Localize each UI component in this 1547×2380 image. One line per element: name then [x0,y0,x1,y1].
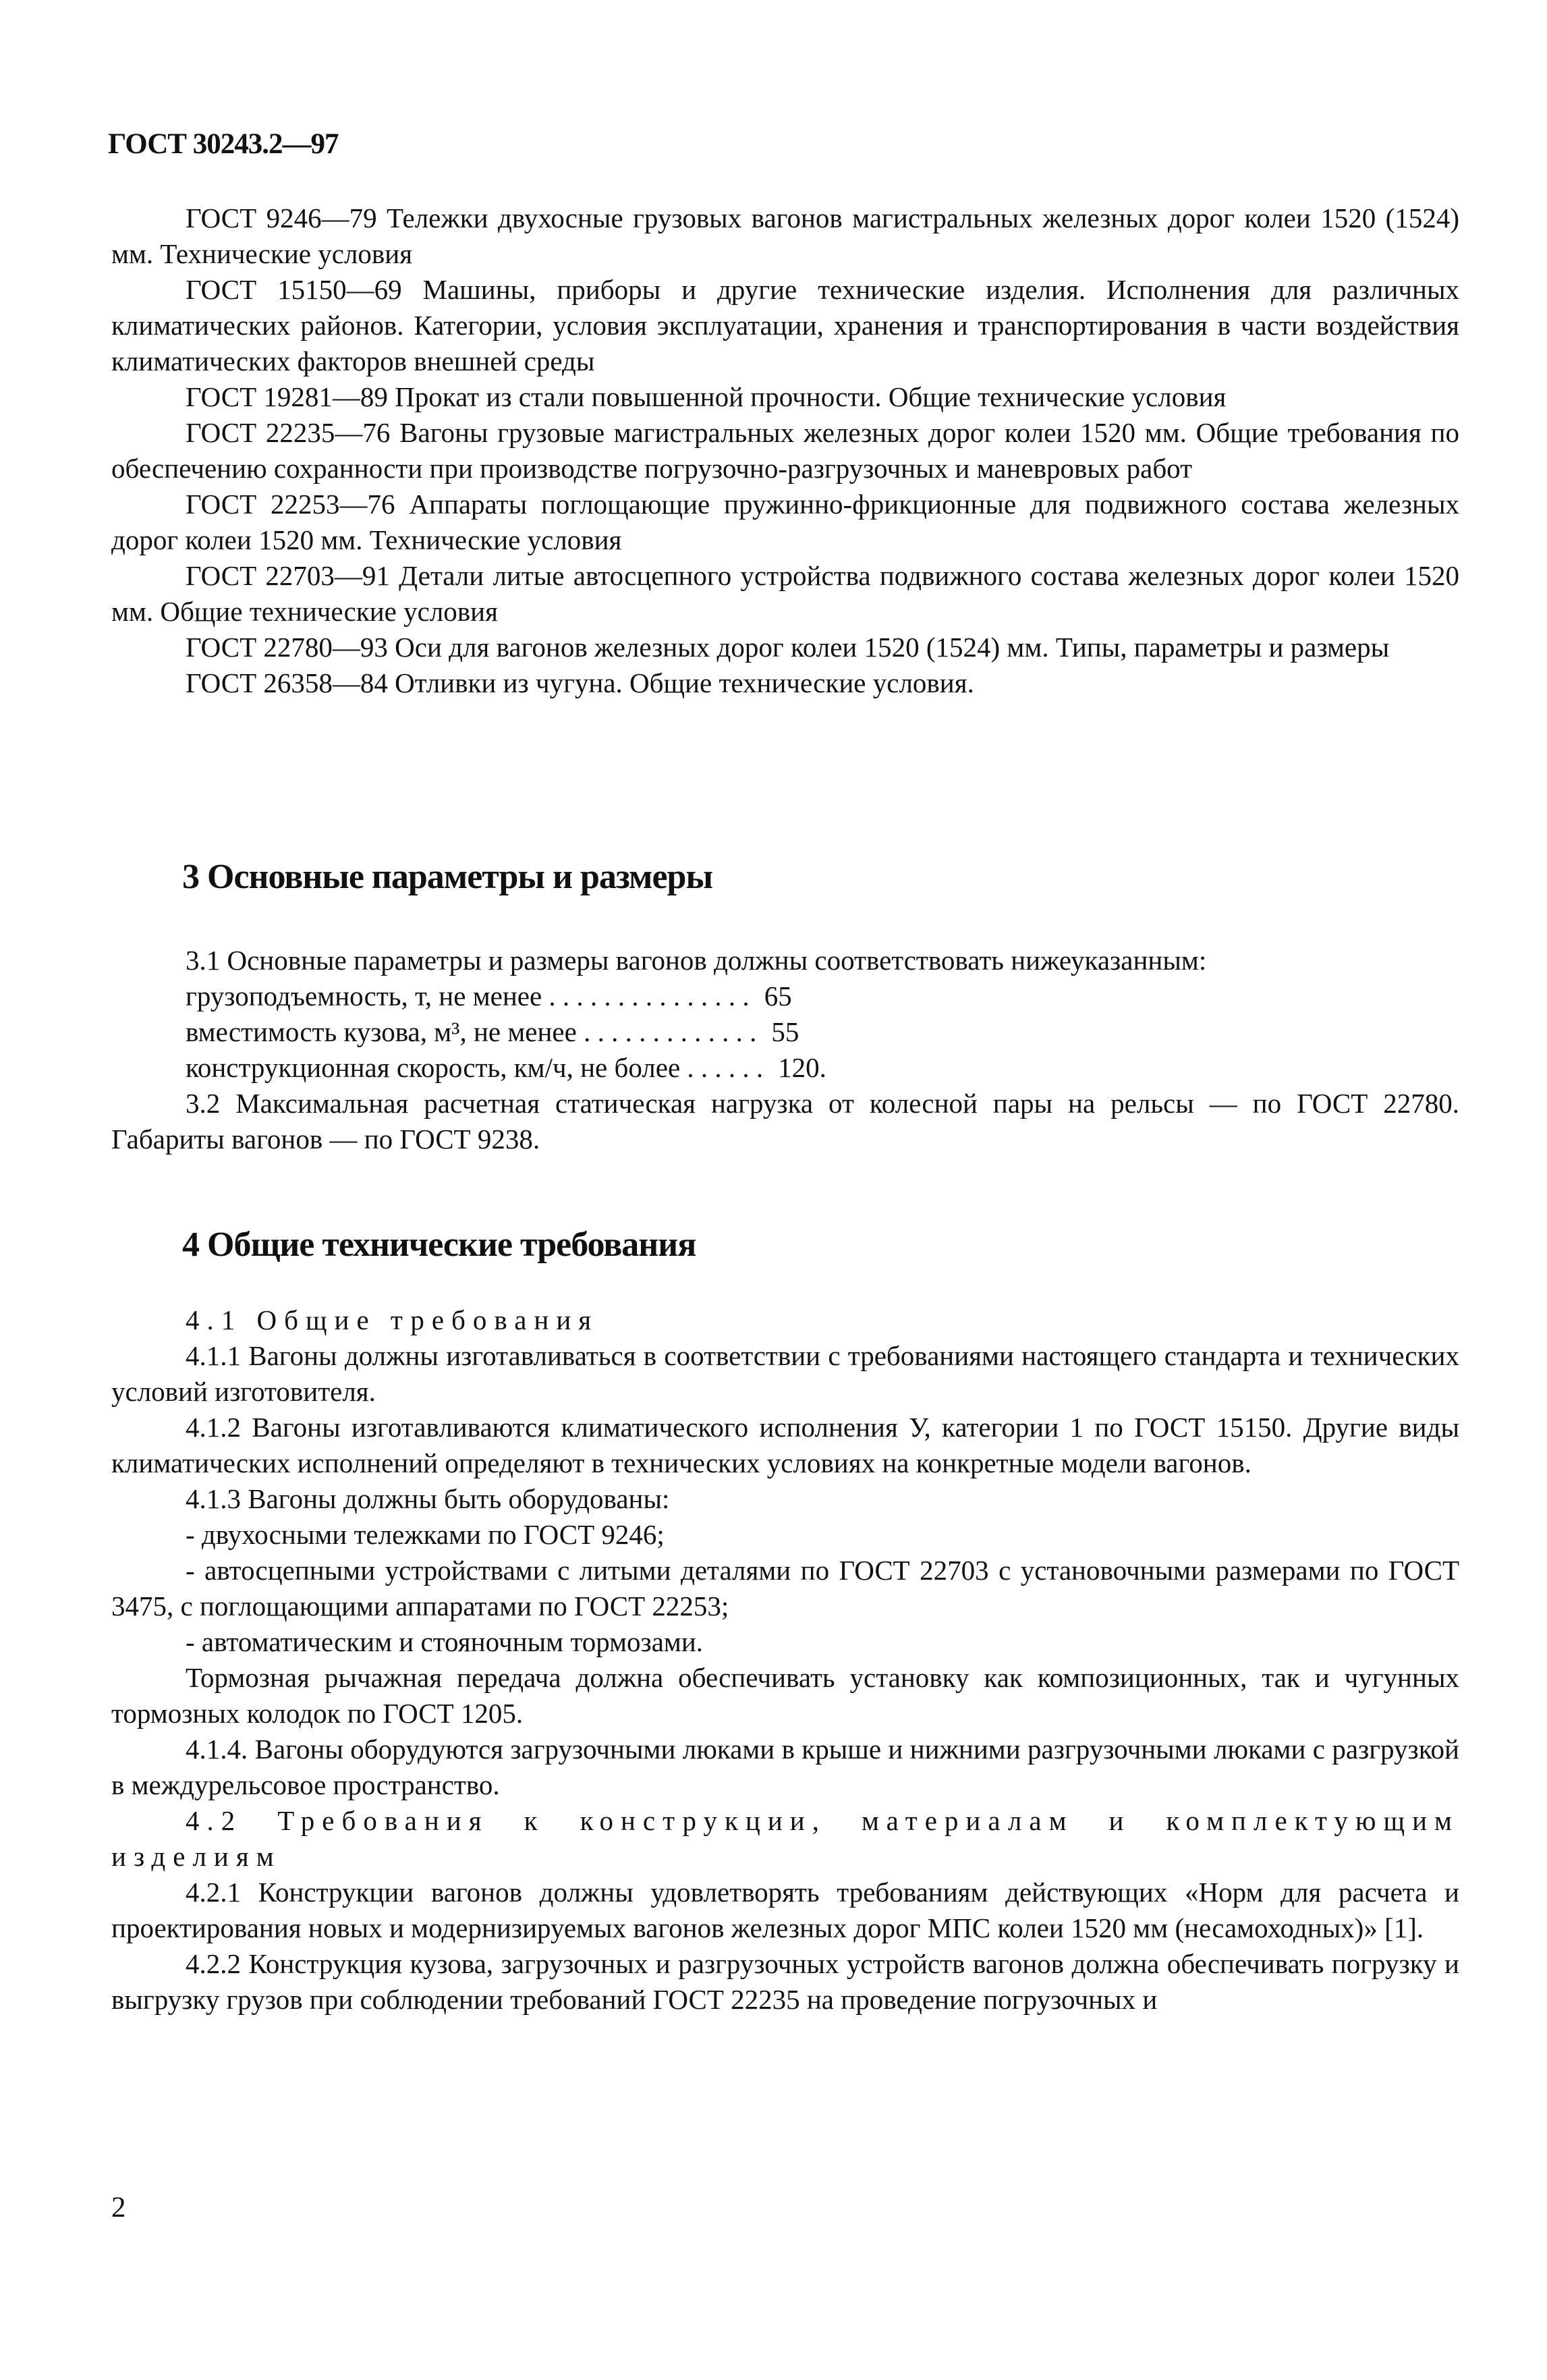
paragraph-4-1-3: 4.1.3 Вагоны должны быть оборудованы: [186,1483,670,1514]
references-list [111,200,1459,701]
paragraph-3-2: 3.2 Максимальная расчетная статическая нагрузка от колесной пары на рельсы — по ГОСТ 22780. Габариты вагонов — по ГОСТ 9238. [111,1088,1459,1155]
subsection-4-2-title: 4.2 Требования к конструкции, материалам и комплектующим изделиям [111,1805,1459,1872]
param-label: грузоподъемность, т, не менее . . . . . . . . . . . . . . . [186,980,750,1012]
section-4-body [111,1302,1459,2018]
section-3-title: 3 Основные параметры и размеры [182,858,713,896]
ref-item: ГОСТ 15150—69 Машины, приборы и другие технические изделия. Исполнения для различных климатических районов. Категории, условия эксплуатации, хранения и транспортирования в части воздействия климатических факторов внешней среды [111,274,1459,377]
param-value: 65 [764,980,792,1012]
list-item: - двухосными тележками по ГОСТ 9246; [186,1519,665,1550]
section-3-body [111,943,1459,1157]
paragraph-4-2-2: 4.2.2 Конструкция кузова, загрузочных и разгрузочных устройств вагонов должна обеспечивать погрузку и выгрузку грузов при соблюдении требований ГОСТ 22235 на проведение погрузочных и [111,1948,1459,2015]
subsection-4-1-title: 4.1 Общие требования [186,1304,599,1335]
paragraph-4-1-2: 4.1.2 Вагоны изготавливаются климатического исполнения У, категории 1 по ГОСТ 15150. Другие виды климатических исполнений определяют в технических условиях на конкретные модели вагонов. [111,1412,1459,1478]
ref-item: ГОСТ 22235—76 Вагоны грузовые магистральных железных дорог колеи 1520 мм. Общие требования по обеспечению сохранности при производстве погрузочно-разгрузочных и маневровых работ [111,417,1459,484]
document-header: ГОСТ 30243.2—97 [108,128,339,160]
page-number: 2 [111,2192,126,2223]
param-label: конструкционная скорость, км/ч, не более . . . . . . [186,1052,764,1083]
section-4-title: 4 Общие технические требования [182,1225,696,1264]
ref-item: ГОСТ 22780—93 Оси для вагонов железных дорог колеи 1520 (1524) мм. Типы, параметры и размеры [186,632,1390,663]
paragraph-brake: Тормозная рычажная передача должна обеспечивать установку как композиционных, так и чугунных тормозных колодок по ГОСТ 1205. [111,1662,1459,1729]
list-item: - автосцепными устройствами с литыми деталями по ГОСТ 22703 с установочными размерами по ГОСТ 3475, с поглощающими аппаратами по ГОСТ 22253; [111,1555,1459,1622]
param-label: вместимость кузова, м³, не менее . . . . . . . . . . . . . [186,1016,757,1047]
list-item: - автоматическим и стояночным тормозами. [186,1626,704,1657]
ref-item: ГОСТ 19281—89 Прокат из стали повышенной прочности. Общие технические условия [186,381,1227,412]
ref-item: ГОСТ 22703—91 Детали литые автосцепного устройства подвижного состава железных дорог колеи 1520 мм. Общие технические условия [111,560,1459,627]
paragraph-4-2-1: 4.2.1 Конструкции вагонов должны удовлетворять требованиям действующих «Норм для расчета и проектирования новых и модернизируемых вагонов железных дорог МПС колеи 1520 мм (несамоходных)» [1]. [111,1877,1459,1943]
paragraph-4-1-1: 4.1.1 Вагоны должны изготавливаться в соответствии с требованиями настоящего стандарта и технических условий изготовителя. [111,1340,1459,1407]
param-row [111,1050,1459,1086]
ref-item: ГОСТ 26358—84 Отливки из чугуна. Общие технические условия. [186,667,974,698]
paragraph-4-1-4: 4.1.4. Вагоны оборудуются загрузочными люками в крыше и нижними разгрузочными люками с разгрузкой в междурельсовое пространство. [111,1734,1459,1800]
ref-item: ГОСТ 22253—76 Аппараты поглощающие пружинно-фрикционные для подвижного состава железных дорог колеи 1520 мм. Технические условия [111,489,1459,555]
ref-item: ГОСТ 9246—79 Тележки двухосные грузовых вагонов магистральных железных дорог колеи 1520 (1524) мм. Технические условия [111,202,1459,269]
param-row [111,1014,1459,1050]
param-row [111,978,1459,1014]
param-value: 55 [771,1016,799,1047]
paragraph-3-1: 3.1 Основные параметры и размеры вагонов должны соответствовать нижеуказанным: [186,945,1207,976]
param-value: 120. [778,1052,826,1083]
